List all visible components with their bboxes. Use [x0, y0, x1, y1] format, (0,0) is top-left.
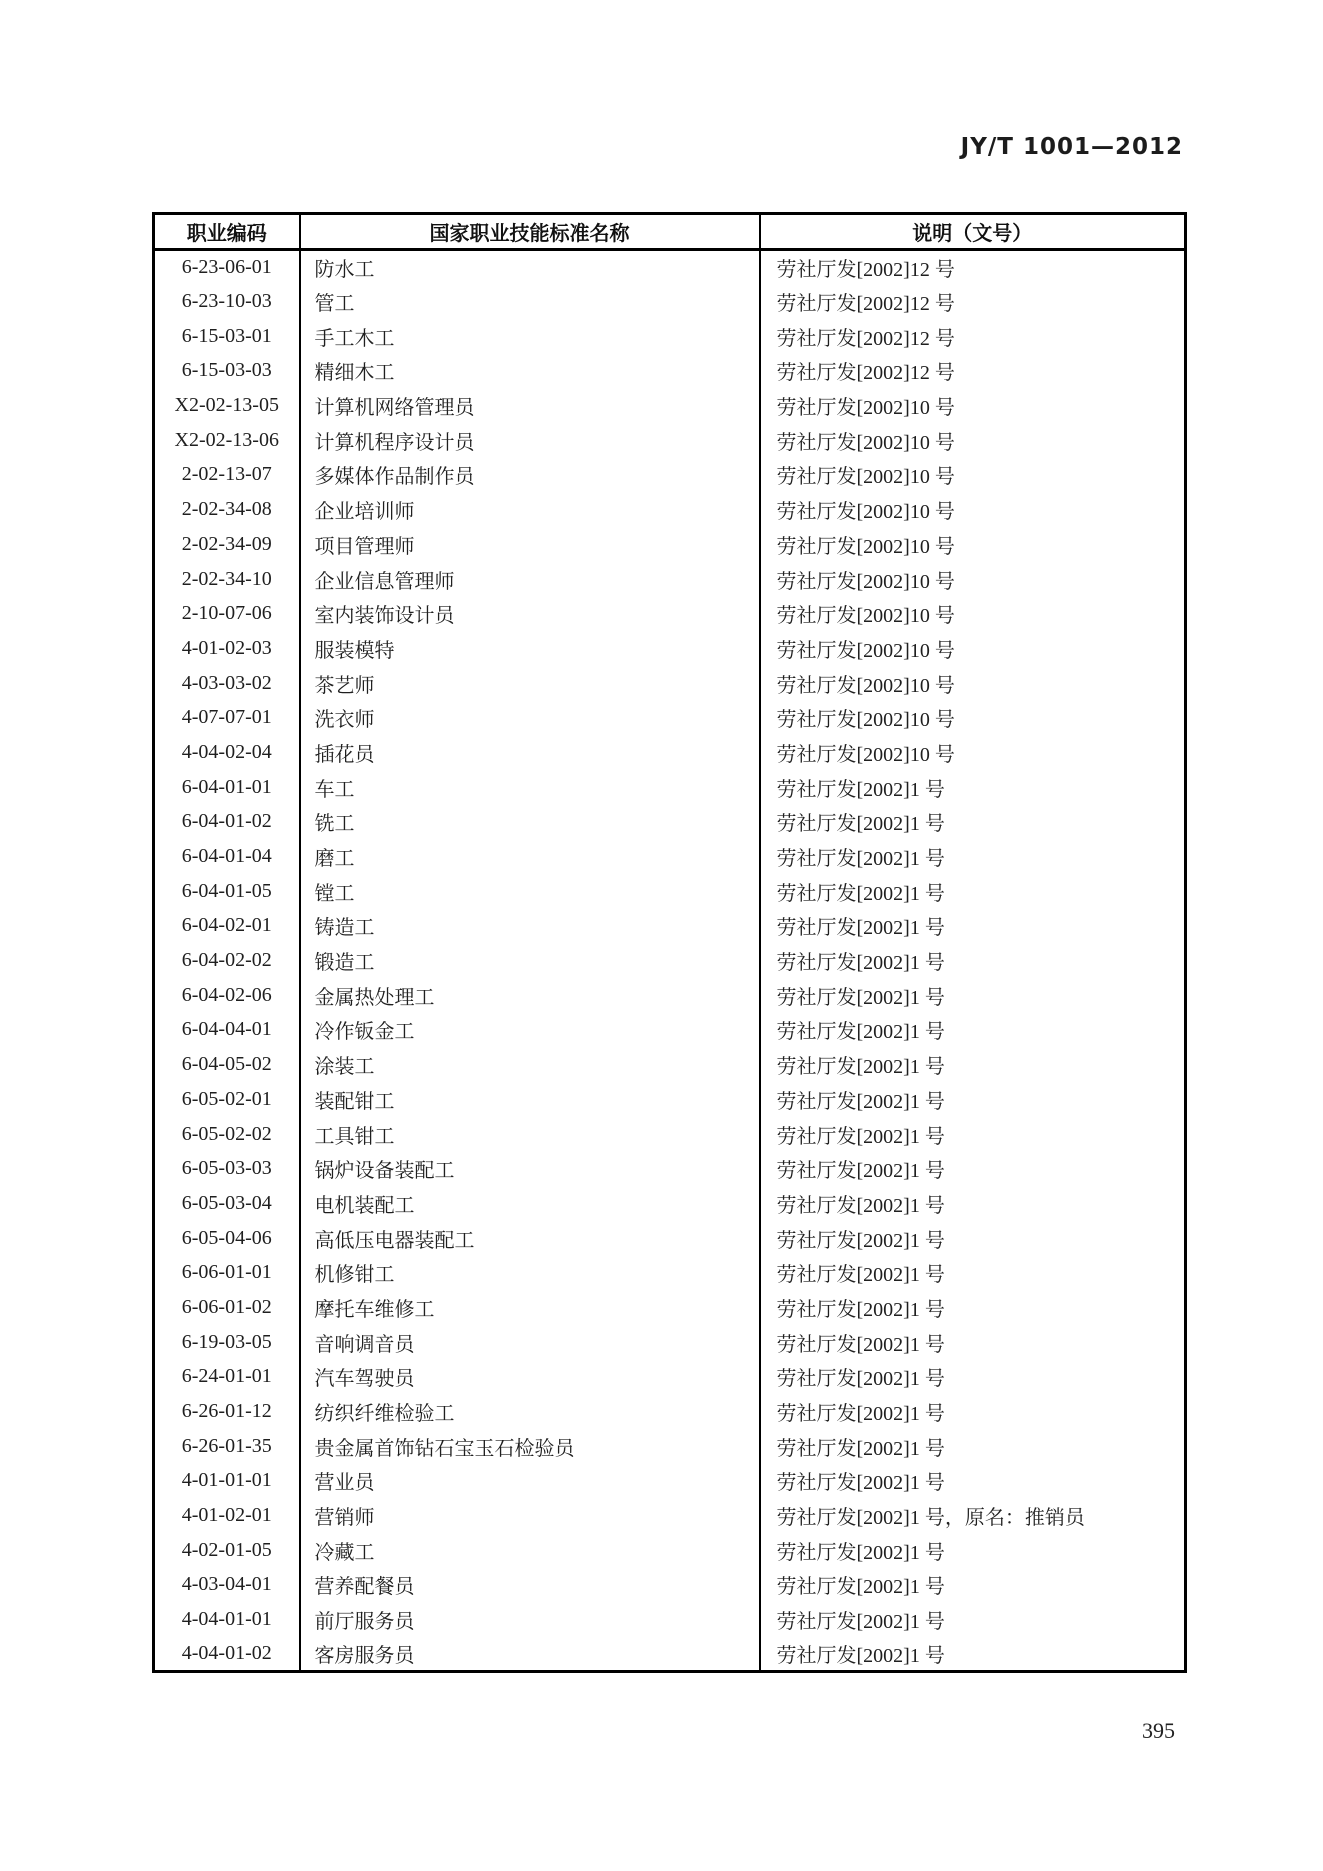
cell-note: 劳社厅发[2002]10 号: [760, 527, 1186, 562]
cell-name: 茶艺师: [300, 666, 760, 701]
cell-code: 6-04-01-02: [181, 810, 272, 833]
cell-note: 劳社厅发[2002]10 号: [760, 492, 1186, 527]
cell-name: 装配钳工: [300, 1082, 760, 1117]
table-row: [154, 423, 1186, 458]
table-header-row: [154, 214, 1186, 250]
standard-doc-number: JY/T 1001—2012: [960, 134, 1183, 160]
cell-note: 劳社厅发[2002]1 号: [760, 1186, 1186, 1221]
cell-name: 计算机网络管理员: [300, 388, 760, 423]
cell-note: 劳社厅发[2002]10 号: [760, 666, 1186, 701]
cell-code: 6-26-01-12: [181, 1400, 272, 1423]
cell-note: 劳社厅发[2002]1 号: [760, 1151, 1186, 1186]
cell-note: 劳社厅发[2002]1 号: [760, 1255, 1186, 1290]
cell-code: 6-23-06-01: [181, 256, 272, 279]
cell-name: 车工: [300, 770, 760, 805]
cell-name: 冷藏工: [300, 1533, 760, 1568]
cell-code: 4-02-01-05: [181, 1538, 272, 1561]
cell-name: 企业培训师: [300, 492, 760, 527]
table-row: [154, 527, 1186, 562]
cell-note: 劳社厅发[2002]1 号: [760, 1602, 1186, 1637]
cell-note: 劳社厅发[2002]1 号: [760, 978, 1186, 1013]
cell-note: 劳社厅发[2002]1 号: [760, 805, 1186, 840]
cell-code: 6-05-04-06: [181, 1226, 272, 1249]
cell-name: 管工: [300, 284, 760, 319]
cell-note: 劳社厅发[2002]1 号: [760, 1637, 1186, 1672]
cell-code: 6-23-10-03: [181, 290, 272, 313]
cell-name: 营养配餐员: [300, 1568, 760, 1603]
cell-note: 劳社厅发[2002]1 号: [760, 1394, 1186, 1429]
cell-code: 2-02-13-07: [181, 463, 272, 486]
table-row: [154, 839, 1186, 874]
table-row: [154, 388, 1186, 423]
table-row: [154, 319, 1186, 354]
cell-code: 6-05-02-02: [181, 1122, 272, 1145]
table-row: [154, 1221, 1186, 1256]
cell-note: 劳社厅发[2002]1 号: [760, 1221, 1186, 1256]
cell-note: 劳社厅发[2002]12 号: [760, 284, 1186, 319]
cell-note: 劳社厅发[2002]1 号: [760, 1360, 1186, 1395]
cell-code: 2-02-34-09: [181, 532, 272, 555]
cell-note: 劳社厅发[2002]12 号: [760, 354, 1186, 389]
cell-code: 4-03-03-02: [181, 671, 272, 694]
cell-note: 劳社厅发[2002]1 号: [760, 839, 1186, 874]
cell-note: 劳社厅发[2002]1 号: [760, 770, 1186, 805]
cell-name: 室内装饰设计员: [300, 596, 760, 631]
table-row: [154, 562, 1186, 597]
cell-name: 汽车驾驶员: [300, 1360, 760, 1395]
cell-name: 营销师: [300, 1498, 760, 1533]
cell-name: 营业员: [300, 1464, 760, 1499]
cell-name: 前厅服务员: [300, 1602, 760, 1637]
cell-code: 6-04-02-06: [181, 983, 272, 1006]
table-row: [154, 874, 1186, 909]
cell-note: 劳社厅发[2002]1 号: [760, 1429, 1186, 1464]
cell-note: 劳社厅发[2002]10 号: [760, 458, 1186, 493]
column-header-note-doc-number: 说明（文号）: [760, 214, 1186, 250]
cell-code: 4-01-02-01: [181, 1504, 272, 1527]
cell-name: 锻造工: [300, 943, 760, 978]
cell-name: 防水工: [300, 250, 760, 285]
table-row: [154, 735, 1186, 770]
cell-code: 6-04-01-01: [181, 775, 272, 798]
cell-code: 6-04-04-01: [181, 1018, 272, 1041]
cell-code: 6-04-02-02: [181, 949, 272, 972]
cell-note: 劳社厅发[2002]12 号: [760, 250, 1186, 285]
cell-name: 服装模特: [300, 631, 760, 666]
cell-code: 6-06-01-01: [181, 1261, 272, 1284]
cell-note: 劳社厅发[2002]10 号: [760, 562, 1186, 597]
cell-code: 4-04-01-02: [181, 1642, 272, 1665]
cell-name: 涂装工: [300, 1047, 760, 1082]
cell-note: 劳社厅发[2002]10 号: [760, 388, 1186, 423]
table-row: [154, 1602, 1186, 1637]
cell-name: 锅炉设备装配工: [300, 1151, 760, 1186]
table-row: [154, 1047, 1186, 1082]
cell-note: 劳社厅发[2002]1 号: [760, 943, 1186, 978]
cell-name: 机修钳工: [300, 1255, 760, 1290]
cell-name: 计算机程序设计员: [300, 423, 760, 458]
table-row: [154, 284, 1186, 319]
cell-code: 4-04-01-01: [181, 1608, 272, 1631]
cell-name: 镗工: [300, 874, 760, 909]
table-row: [154, 909, 1186, 944]
table-row: [154, 1360, 1186, 1395]
cell-code: 6-15-03-03: [181, 359, 272, 382]
cell-note: 劳社厅发[2002]1 号: [760, 909, 1186, 944]
table-row: [154, 1117, 1186, 1152]
table-row: [154, 805, 1186, 840]
cell-name: 音响调音员: [300, 1325, 760, 1360]
table-row: [154, 1429, 1186, 1464]
table-row: [154, 250, 1186, 285]
table-row: [154, 943, 1186, 978]
table-row: [154, 666, 1186, 701]
cell-code: 6-26-01-35: [181, 1434, 272, 1457]
table-row: [154, 1394, 1186, 1429]
cell-note: 劳社厅发[2002]10 号: [760, 631, 1186, 666]
cell-code: 4-03-04-01: [181, 1573, 272, 1596]
table-row: [154, 492, 1186, 527]
cell-name: 摩托车维修工: [300, 1290, 760, 1325]
cell-name: 多媒体作品制作员: [300, 458, 760, 493]
cell-note: 劳社厅发[2002]1 号: [760, 1533, 1186, 1568]
cell-note: 劳社厅发[2002]1 号: [760, 1464, 1186, 1499]
cell-code: 6-05-02-01: [181, 1087, 272, 1110]
cell-code: 6-05-03-03: [181, 1157, 272, 1180]
cell-code: 6-04-01-04: [181, 845, 272, 868]
cell-name: 工具钳工: [300, 1117, 760, 1152]
cell-code: 2-02-34-08: [181, 498, 272, 521]
cell-name: 金属热处理工: [300, 978, 760, 1013]
cell-code: 6-04-05-02: [181, 1053, 272, 1076]
cell-name: 贵金属首饰钻石宝玉石检验员: [300, 1429, 760, 1464]
table-row: [154, 458, 1186, 493]
table-row: [154, 770, 1186, 805]
cell-note: 劳社厅发[2002]12 号: [760, 319, 1186, 354]
table-row: [154, 1637, 1186, 1672]
cell-note: 劳社厅发[2002]1 号: [760, 1568, 1186, 1603]
cell-note: 劳社厅发[2002]1 号: [760, 874, 1186, 909]
cell-code: 2-02-34-10: [181, 567, 272, 590]
cell-name: 企业信息管理师: [300, 562, 760, 597]
page-number: 395: [1142, 1718, 1175, 1743]
cell-code: 6-04-02-01: [181, 914, 272, 937]
cell-note: 劳社厅发[2002]1 号: [760, 1047, 1186, 1082]
cell-note: 劳社厅发[2002]10 号: [760, 700, 1186, 735]
cell-name: 手工木工: [300, 319, 760, 354]
table-row: [154, 596, 1186, 631]
cell-name: 客房服务员: [300, 1637, 760, 1672]
table-row: [154, 354, 1186, 389]
cell-code: 6-06-01-02: [181, 1295, 272, 1318]
column-header-occupation-code: 职业编码: [154, 214, 300, 250]
cell-code: 6-15-03-01: [181, 324, 272, 347]
table-row: [154, 631, 1186, 666]
cell-note: 劳社厅发[2002]1 号: [760, 1013, 1186, 1048]
cell-code: 6-19-03-05: [181, 1330, 272, 1353]
table-row: [154, 978, 1186, 1013]
table-row: [154, 1013, 1186, 1048]
table-row: [154, 1255, 1186, 1290]
table-row: [154, 1498, 1186, 1533]
cell-note: 劳社厅发[2002]1 号: [760, 1082, 1186, 1117]
cell-code: 6-04-01-05: [181, 879, 272, 902]
table-row: [154, 1464, 1186, 1499]
cell-name: 洗衣师: [300, 700, 760, 735]
cell-code: 4-01-02-03: [181, 636, 272, 659]
cell-note: 劳社厅发[2002]1 号: [760, 1290, 1186, 1325]
cell-code: 4-07-07-01: [181, 706, 272, 729]
cell-name: 铸造工: [300, 909, 760, 944]
cell-code: 6-05-03-04: [181, 1191, 272, 1214]
cell-note: 劳社厅发[2002]1 号: [760, 1325, 1186, 1360]
cell-name: 高低压电器装配工: [300, 1221, 760, 1256]
table-body: [154, 250, 1186, 1672]
cell-note: 劳社厅发[2002]1 号: [760, 1117, 1186, 1152]
cell-note: 劳社厅发[2002]10 号: [760, 423, 1186, 458]
cell-name: 磨工: [300, 839, 760, 874]
occupational-standards-table: [152, 212, 1187, 1673]
table-row: [154, 1533, 1186, 1568]
cell-name: 铣工: [300, 805, 760, 840]
cell-note: 劳社厅发[2002]10 号: [760, 735, 1186, 770]
cell-code: 2-10-07-06: [181, 602, 272, 625]
cell-name: 电机装配工: [300, 1186, 760, 1221]
cell-name: 纺织纤维检验工: [300, 1394, 760, 1429]
column-header-standard-name: 国家职业技能标准名称: [300, 214, 760, 250]
cell-name: 项目管理师: [300, 527, 760, 562]
table-row: [154, 1325, 1186, 1360]
cell-code: 4-01-01-01: [181, 1469, 272, 1492]
cell-code: X2-02-13-05: [174, 394, 279, 417]
table-row: [154, 700, 1186, 735]
table-row: [154, 1186, 1186, 1221]
cell-name: 精细木工: [300, 354, 760, 389]
table-row: [154, 1568, 1186, 1603]
cell-name: 插花员: [300, 735, 760, 770]
cell-code: 6-24-01-01: [181, 1365, 272, 1388]
table-row: [154, 1082, 1186, 1117]
cell-name: 冷作钣金工: [300, 1013, 760, 1048]
cell-note: 劳社厅发[2002]1 号，原名：推销员: [760, 1498, 1186, 1533]
cell-code: X2-02-13-06: [174, 428, 279, 451]
cell-note: 劳社厅发[2002]10 号: [760, 596, 1186, 631]
table-row: [154, 1151, 1186, 1186]
cell-code: 4-04-02-04: [181, 740, 272, 763]
table-row: [154, 1290, 1186, 1325]
